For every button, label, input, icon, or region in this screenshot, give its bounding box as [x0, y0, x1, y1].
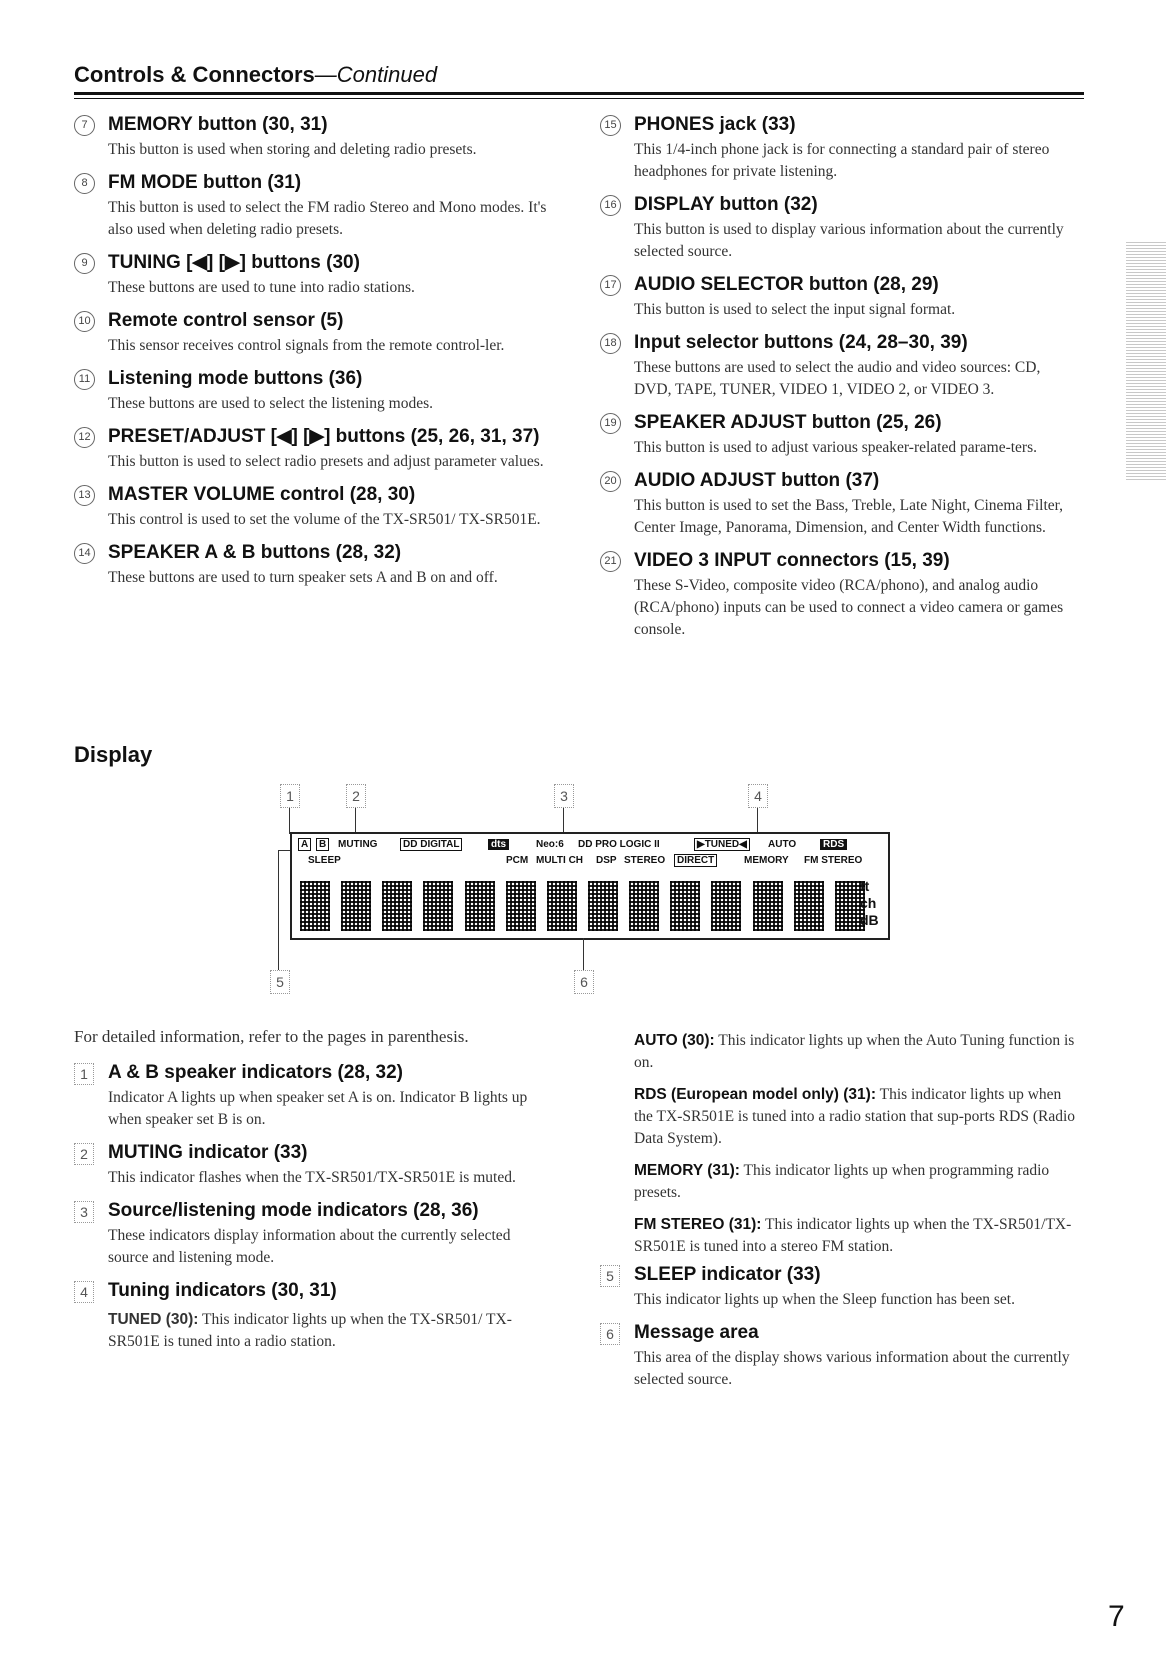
item-title: Remote control sensor (5) — [108, 310, 344, 331]
page-number: 7 — [1108, 1600, 1125, 1633]
segment-char — [753, 881, 783, 931]
item-title: AUDIO SELECTOR button (28, 29) — [634, 274, 939, 295]
para-label: TUNED (30): — [108, 1311, 199, 1328]
control-item-17 — [600, 272, 1080, 321]
para-text: This indicator lights up when the TX-SR501/ TX-SR501E is tuned into a radio station. — [108, 1311, 512, 1350]
item-title: SPEAKER ADJUST button (25, 26) — [634, 412, 942, 433]
display-item-1 — [74, 1060, 554, 1131]
section-tab-marker — [1126, 240, 1166, 480]
callout-4: 4 — [748, 784, 768, 808]
item-description: These S-Video, composite video (RCA/phono), and analog audio (RCA/phono) inputs can be used to connect a video camera or games console. — [634, 577, 1064, 638]
item-title: SLEEP indicator (33) — [634, 1264, 821, 1285]
control-item-7 — [74, 112, 554, 161]
display-right-column — [634, 1030, 1080, 1268]
rds-paragraph — [634, 1084, 1080, 1150]
leader-line — [278, 850, 290, 851]
segment-char — [547, 881, 577, 931]
indicator-db: dB — [860, 912, 879, 928]
leader-line — [355, 808, 356, 834]
header-rule-thin — [74, 98, 1084, 99]
display-diagram — [270, 770, 910, 995]
indicator-stereo: STEREO — [624, 855, 666, 866]
control-item-20 — [600, 468, 1080, 539]
item-number: 9 — [74, 253, 95, 274]
item-title: Listening mode buttons (36) — [108, 368, 363, 389]
indicator-tuned: ▶TUNED◀ — [694, 838, 750, 851]
item-title: MUTING indicator (33) — [108, 1142, 308, 1163]
item-number: 8 — [74, 173, 95, 194]
item-title: FM MODE button (31) — [108, 172, 302, 193]
indicator-pcm: PCM — [506, 855, 529, 866]
indicator-ch: ch — [860, 895, 877, 911]
header-title-text: Controls & Connectors — [74, 62, 315, 87]
item-number: 2 — [74, 1143, 94, 1165]
para-text: This indicator lights up when the Auto Tuning function is on. — [634, 1032, 1075, 1071]
indicator-ft: ft — [860, 878, 870, 894]
item-number: 17 — [600, 275, 621, 296]
indicator-digital: DD DIGITAL — [400, 838, 462, 851]
para-text: This indicator lights up when the TX-SR501E is tuned into a radio station that sup-ports RDS (Radio Data System). — [634, 1086, 1076, 1147]
callout-5: 5 — [270, 970, 290, 994]
leader-line — [563, 808, 564, 834]
item-number: 16 — [600, 195, 621, 216]
indicator-neo6: Neo:6 — [536, 839, 564, 850]
indicator-memory: MEMORY — [744, 855, 789, 866]
item-title: TUNING [◀] [▶] buttons (30) — [108, 252, 360, 273]
item-title: SPEAKER A & B buttons (28, 32) — [108, 542, 402, 563]
display-intro: For detailed information, refer to the pages in parenthesis. — [74, 1027, 469, 1046]
callout-1: 1 — [280, 784, 300, 808]
item-number: 7 — [74, 115, 95, 136]
control-item-12 — [74, 424, 554, 473]
item-title: VIDEO 3 INPUT connectors (15, 39) — [634, 550, 950, 571]
item-number: 1 — [74, 1063, 94, 1085]
item-title: A & B speaker indicators (28, 32) — [108, 1062, 403, 1083]
tuned-paragraph — [74, 1309, 554, 1353]
para-label: RDS (European model only) (31): — [634, 1086, 876, 1103]
control-item-15 — [600, 112, 1080, 183]
indicator-multich: MULTI CH — [536, 855, 584, 866]
indicator-dsp: DSP — [596, 855, 617, 866]
indicator-a: A — [298, 838, 311, 851]
control-item-8 — [74, 170, 554, 241]
indicator-dts: dts — [488, 839, 509, 850]
segment-char — [794, 881, 824, 931]
control-item-14 — [74, 540, 554, 589]
segment-char — [629, 881, 659, 931]
item-title: Tuning indicators (30, 31) — [108, 1280, 337, 1301]
indicator-b: B — [316, 838, 329, 851]
item-description: This indicator flashes when the TX-SR501/TX-SR501E is muted. — [108, 1169, 516, 1186]
segment-char — [423, 881, 453, 931]
item-title: AUDIO ADJUST button (37) — [634, 470, 880, 491]
control-item-19 — [600, 410, 1080, 459]
item-description: This area of the display shows various information about the currently selected source. — [634, 1349, 1070, 1388]
item-number: 6 — [600, 1323, 620, 1345]
indicator-muting: MUTING — [338, 839, 378, 850]
item-title: Source/listening mode indicators (28, 36) — [108, 1200, 479, 1221]
segment-char — [341, 881, 371, 931]
fm-stereo-paragraph — [634, 1214, 1080, 1258]
display-right-items — [600, 1262, 1080, 1400]
indicator-rds: RDS — [820, 839, 847, 850]
item-title: Input selector buttons (24, 28–30, 39) — [634, 332, 968, 353]
segment-char — [300, 881, 330, 931]
item-number: 13 — [74, 485, 95, 506]
item-description: These buttons are used to select the audio and video sources: CD, DVD, TAPE, TUNER, VIDEO 1, VIDEO 2, or VIDEO 3. — [634, 359, 1041, 398]
item-description: This button is used to select the FM radio Stereo and Mono modes. It's also used when deleting radio presets. — [108, 199, 547, 238]
item-description: This button is used to select the input signal format. — [634, 301, 956, 318]
controls-left-column — [74, 112, 554, 598]
control-item-16 — [600, 192, 1080, 263]
message-area — [300, 878, 865, 934]
display-item-2 — [74, 1140, 554, 1189]
item-title: MASTER VOLUME control (28, 30) — [108, 484, 416, 505]
para-label: MEMORY (31): — [634, 1162, 740, 1179]
item-description: This sensor receives control signals from the remote control-ler. — [108, 337, 505, 354]
item-number: 11 — [74, 369, 95, 390]
leader-line — [583, 938, 584, 970]
item-title: Message area — [634, 1322, 759, 1343]
item-description: These buttons are used to select the listening modes. — [108, 395, 433, 412]
segment-char — [506, 881, 536, 931]
display-panel — [290, 832, 890, 940]
memory-paragraph — [634, 1160, 1080, 1204]
control-item-13 — [74, 482, 554, 531]
indicator-sleep: SLEEP — [308, 855, 341, 866]
item-number: 14 — [74, 543, 95, 564]
units-indicators — [860, 878, 882, 929]
control-item-18 — [600, 330, 1080, 401]
item-description: These buttons are used to turn speaker sets A and B on and off. — [108, 569, 498, 586]
item-title: PHONES jack (33) — [634, 114, 796, 135]
item-number: 19 — [600, 413, 621, 434]
display-item-5 — [600, 1262, 1080, 1311]
display-section-title: Display — [74, 742, 153, 767]
item-description: This indicator lights up when the Sleep function has been set. — [634, 1291, 1015, 1308]
indicator-prologic: DD PRO LOGIC II — [578, 839, 660, 850]
callout-3: 3 — [554, 784, 574, 808]
item-number: 20 — [600, 471, 621, 492]
segment-char — [382, 881, 412, 931]
segment-char — [670, 881, 700, 931]
control-item-10 — [74, 308, 554, 357]
auto-paragraph — [634, 1030, 1080, 1074]
leader-line — [278, 850, 279, 970]
item-description: These indicators display information about the currently selected source and listening mode. — [108, 1227, 511, 1266]
item-description: This button is used to set the Bass, Treble, Late Night, Cinema Filter, Center Image, Panorama, Dimension, and Center Width functions. — [634, 497, 1064, 536]
display-left-column — [74, 1060, 554, 1362]
segment-char — [711, 881, 741, 931]
para-label: AUTO (30): — [634, 1032, 715, 1049]
callout-2: 2 — [346, 784, 366, 808]
indicator-fm-stereo: FM STEREO — [804, 855, 863, 866]
para-label: FM STEREO (31): — [634, 1216, 762, 1233]
item-title: PRESET/ADJUST [◀] [▶] buttons (25, 26, 31, 37) — [108, 426, 540, 447]
control-item-9 — [74, 250, 554, 299]
page-header — [74, 62, 437, 88]
item-title: MEMORY button (30, 31) — [108, 114, 328, 135]
item-number: 10 — [74, 311, 95, 332]
item-number: 15 — [600, 115, 621, 136]
para-text: This indicator lights up when the TX-SR501/TX-SR501E is tuned into a stereo FM station. — [634, 1216, 1072, 1255]
item-title: DISPLAY button (32) — [634, 194, 818, 215]
item-description: This button is used to adjust various speaker-related parame-ters. — [634, 439, 1037, 456]
segment-char — [588, 881, 618, 931]
para-text: This indicator lights up when programming radio presets. — [634, 1162, 1050, 1201]
item-description: This control is used to set the volume of the TX-SR501/ TX-SR501E. — [108, 511, 541, 528]
item-description: These buttons are used to tune into radio stations. — [108, 279, 415, 296]
control-item-21 — [600, 548, 1080, 641]
callout-6: 6 — [574, 970, 594, 994]
control-item-11 — [74, 366, 554, 415]
leader-line — [757, 808, 758, 834]
header-continued: —Continued — [314, 62, 438, 87]
item-number: 12 — [74, 427, 95, 448]
item-number: 5 — [600, 1265, 620, 1287]
item-description: This 1/4-inch phone jack is for connecting a standard pair of stereo headphones for private listening. — [634, 141, 1050, 180]
leader-line — [289, 808, 290, 834]
item-number: 18 — [600, 333, 621, 354]
item-number: 4 — [74, 1281, 94, 1303]
item-description: Indicator A lights up when speaker set A is on. Indicator B lights up when speaker set B is on. — [108, 1089, 528, 1128]
header-rule — [74, 92, 1084, 95]
item-number: 3 — [74, 1201, 94, 1223]
item-number: 21 — [600, 551, 621, 572]
segment-char — [465, 881, 495, 931]
display-item-3 — [74, 1198, 554, 1269]
item-description: This button is used when storing and deleting radio presets. — [108, 141, 477, 158]
item-description: This button is used to display various information about the currently selected source. — [634, 221, 1064, 260]
indicator-auto: AUTO — [768, 839, 797, 850]
indicator-direct: DIRECT — [674, 854, 717, 867]
item-description: This button is used to select radio presets and adjust parameter values. — [108, 453, 544, 470]
controls-right-column — [600, 112, 1080, 650]
display-item-4 — [74, 1278, 554, 1353]
display-item-6 — [600, 1320, 1080, 1391]
